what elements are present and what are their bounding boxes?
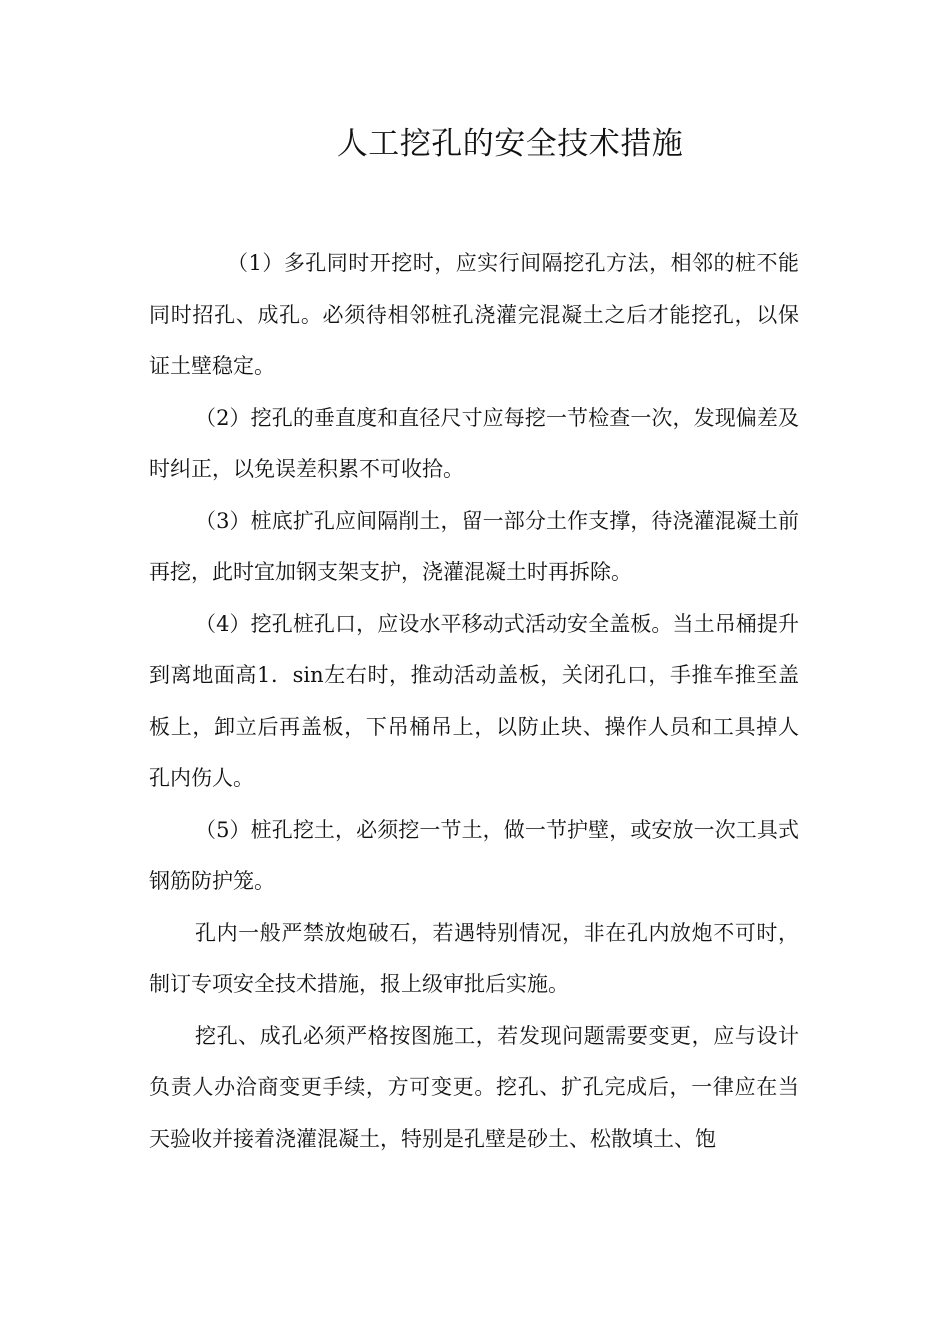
paragraph-5: （5）桩孔挖土，必须挖一节土，做一节护壁，或安放一次工具式钢筋防护笼。 [149, 817, 799, 893]
document-body [149, 238, 799, 1165]
paragraph-7: 挖孔、成孔必须严格按图施工，若发现问题需要变更，应与设计负责人办洽商变更手续，方可变更。挖孔、扩孔完成后，一律应在当天验收并接着浇灌混凝土，特别是孔壁是砂土、松散填土、饱 [149, 1023, 799, 1151]
paragraph-1: （1）多孔同时开挖时，应实行间隔挖孔方法，相邻的桩不能同时招孔、成孔。必须待相邻桩孔浇灌完混凝土之后才能挖孔，以保证土壁稳定。 [149, 251, 799, 378]
paragraph-3: （3）桩底扩孔应间隔削土，留一部分土作支撑，待浇灌混凝土前再挖，此时宜加钢支架支护，浇灌混凝土时再拆除。 [149, 508, 799, 584]
paragraph-4: （4）挖孔桩孔口，应设水平移动式活动安全盖板。当土吊桶提升到离地面高1．sin左右时，推动活动盖板，关闭孔口，手推车推至盖板上，卸立后再盖板，下吊桶吊上，以防止块、操作人员和工具掉人孔内伤人。 [149, 611, 799, 790]
paragraph-6: 孔内一般严禁放炮破石，若遇特别情况，非在孔内放炮不可时，制订专项安全技术措施，报上级审批后实施。 [149, 920, 799, 996]
document-title: 人工挖孔的安全技术措施 [336, 126, 684, 162]
paragraph-2: （2）挖孔的垂直度和直径尺寸应每挖一节检查一次，发现偏差及时纠正，以免误差积累不可收拾。 [149, 405, 799, 481]
